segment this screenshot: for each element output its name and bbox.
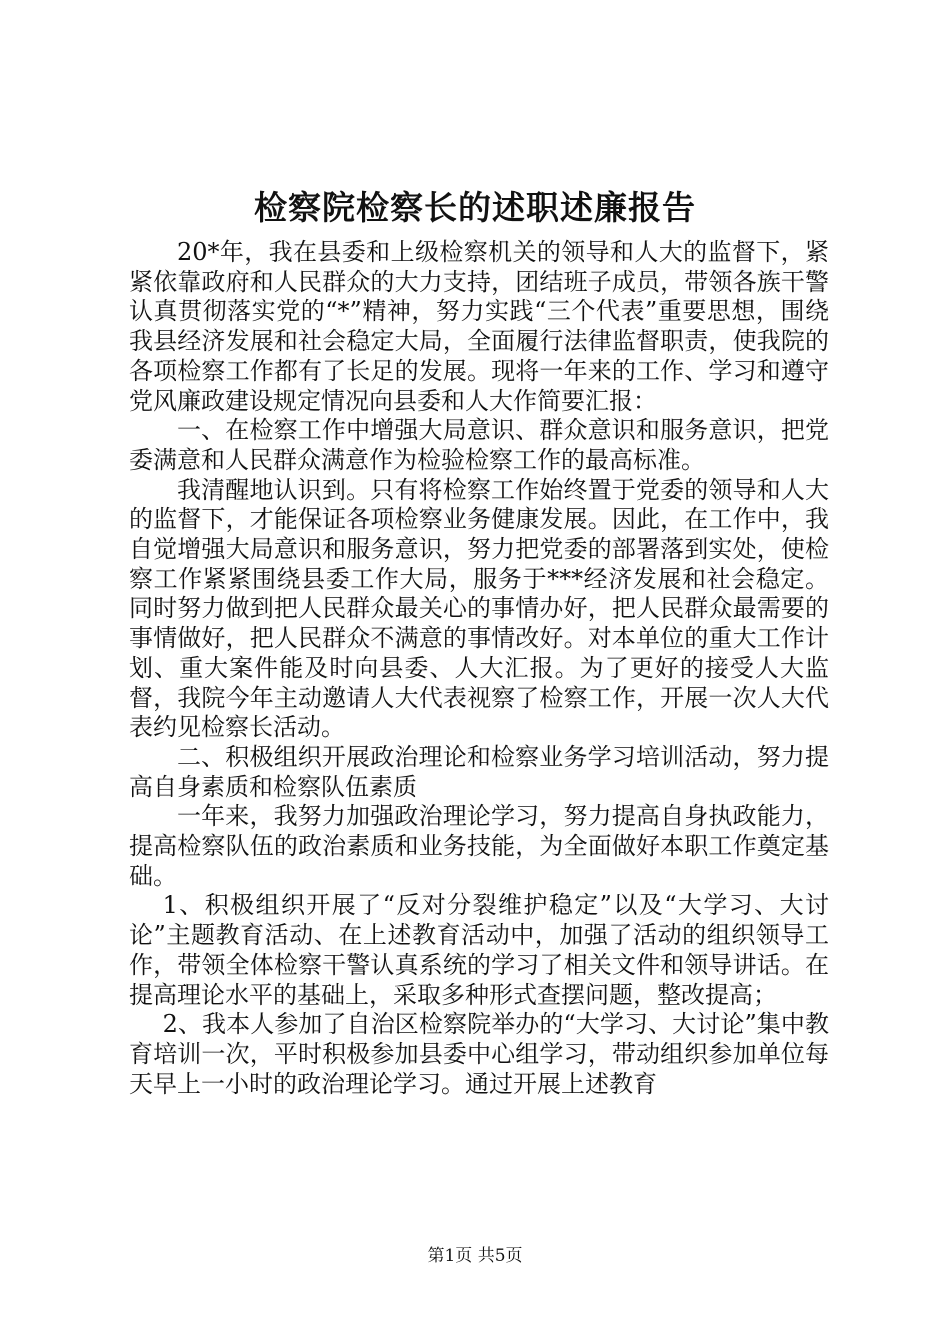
paragraph-intro: 20*年，我在县委和上级检察机关的领导和人大的监督下，紧紧依靠政府和人民群众的大力支持，团结班子成员，带领各族干警认真贯彻落实党的“*”精神，努力实践“三个代表”重要思想，围绕我县经济发展和社会稳定大局，全面履行法律监督职责，使我院的各项检察工作都有了长足的发展。现将一年来的工作、学习和遵守党风廉政建设规定情况向县委和人大作简要汇报： — [129, 238, 829, 415]
paragraph-section-1-heading: 一、在检察工作中增强大局意识、群众意识和服务意识，把党委满意和人民群众满意作为检验检察工作的最高标准。 — [129, 416, 829, 474]
paragraph-section-2-body: 一年来，我努力加强政治理论学习，努力提高自身执政能力，提高检察队伍的政治素质和业务技能，为全面做好本职工作奠定基础。 — [129, 802, 829, 890]
paragraph-item-1: 1、积极组织开展了“反对分裂维护稳定”以及“大学习、大讨论”主题教育活动、在上述教育活动中，加强了活动的组织领导工作，带领全体检察干警认真系统的学习了相关文件和领导讲话。在提高理论水平的基础上，采取多种形式查摆问题，整改提高； — [129, 891, 829, 1009]
paragraph-section-2-heading: 二、积极组织开展政治理论和检察业务学习培训活动，努力提高自身素质和检察队伍素质 — [129, 742, 829, 801]
page-number-footer: 第1页 共5页 — [427, 1246, 523, 1266]
document-title: 检察院检察长的述职述廉报告 — [254, 188, 696, 227]
document-body — [129, 238, 829, 1099]
paragraph-section-1-body: 我清醒地认识到。只有将检察工作始终置于党委的领导和人大的监督下，才能保证各项检察业务健康发展。因此，在工作中，我自觉增强大局意识和服务意识，努力把党委的部署落到实处，使检察工作紧紧围绕县委工作大局，服务于***经济发展和社会稳定。同时努力做到把人民群众最关心的事情办好，把人民群众最需要的事情做好，把人民群众不满意的事情改好。对本单位的重大工作计划、重大案件能及时向县委、人大汇报。为了更好的接受人大监督，我院今年主动邀请人大代表视察了检察工作，开展一次人大代表约见检察长活动。 — [129, 475, 829, 742]
paragraph-item-2: 2、我本人参加了自治区检察院举办的“大学习、大讨论”集中教育培训一次，平时积极参加县委中心组学习，带动组织参加单位每天早上一小时的政治理论学习。通过开展上述教育 — [129, 1010, 829, 1098]
